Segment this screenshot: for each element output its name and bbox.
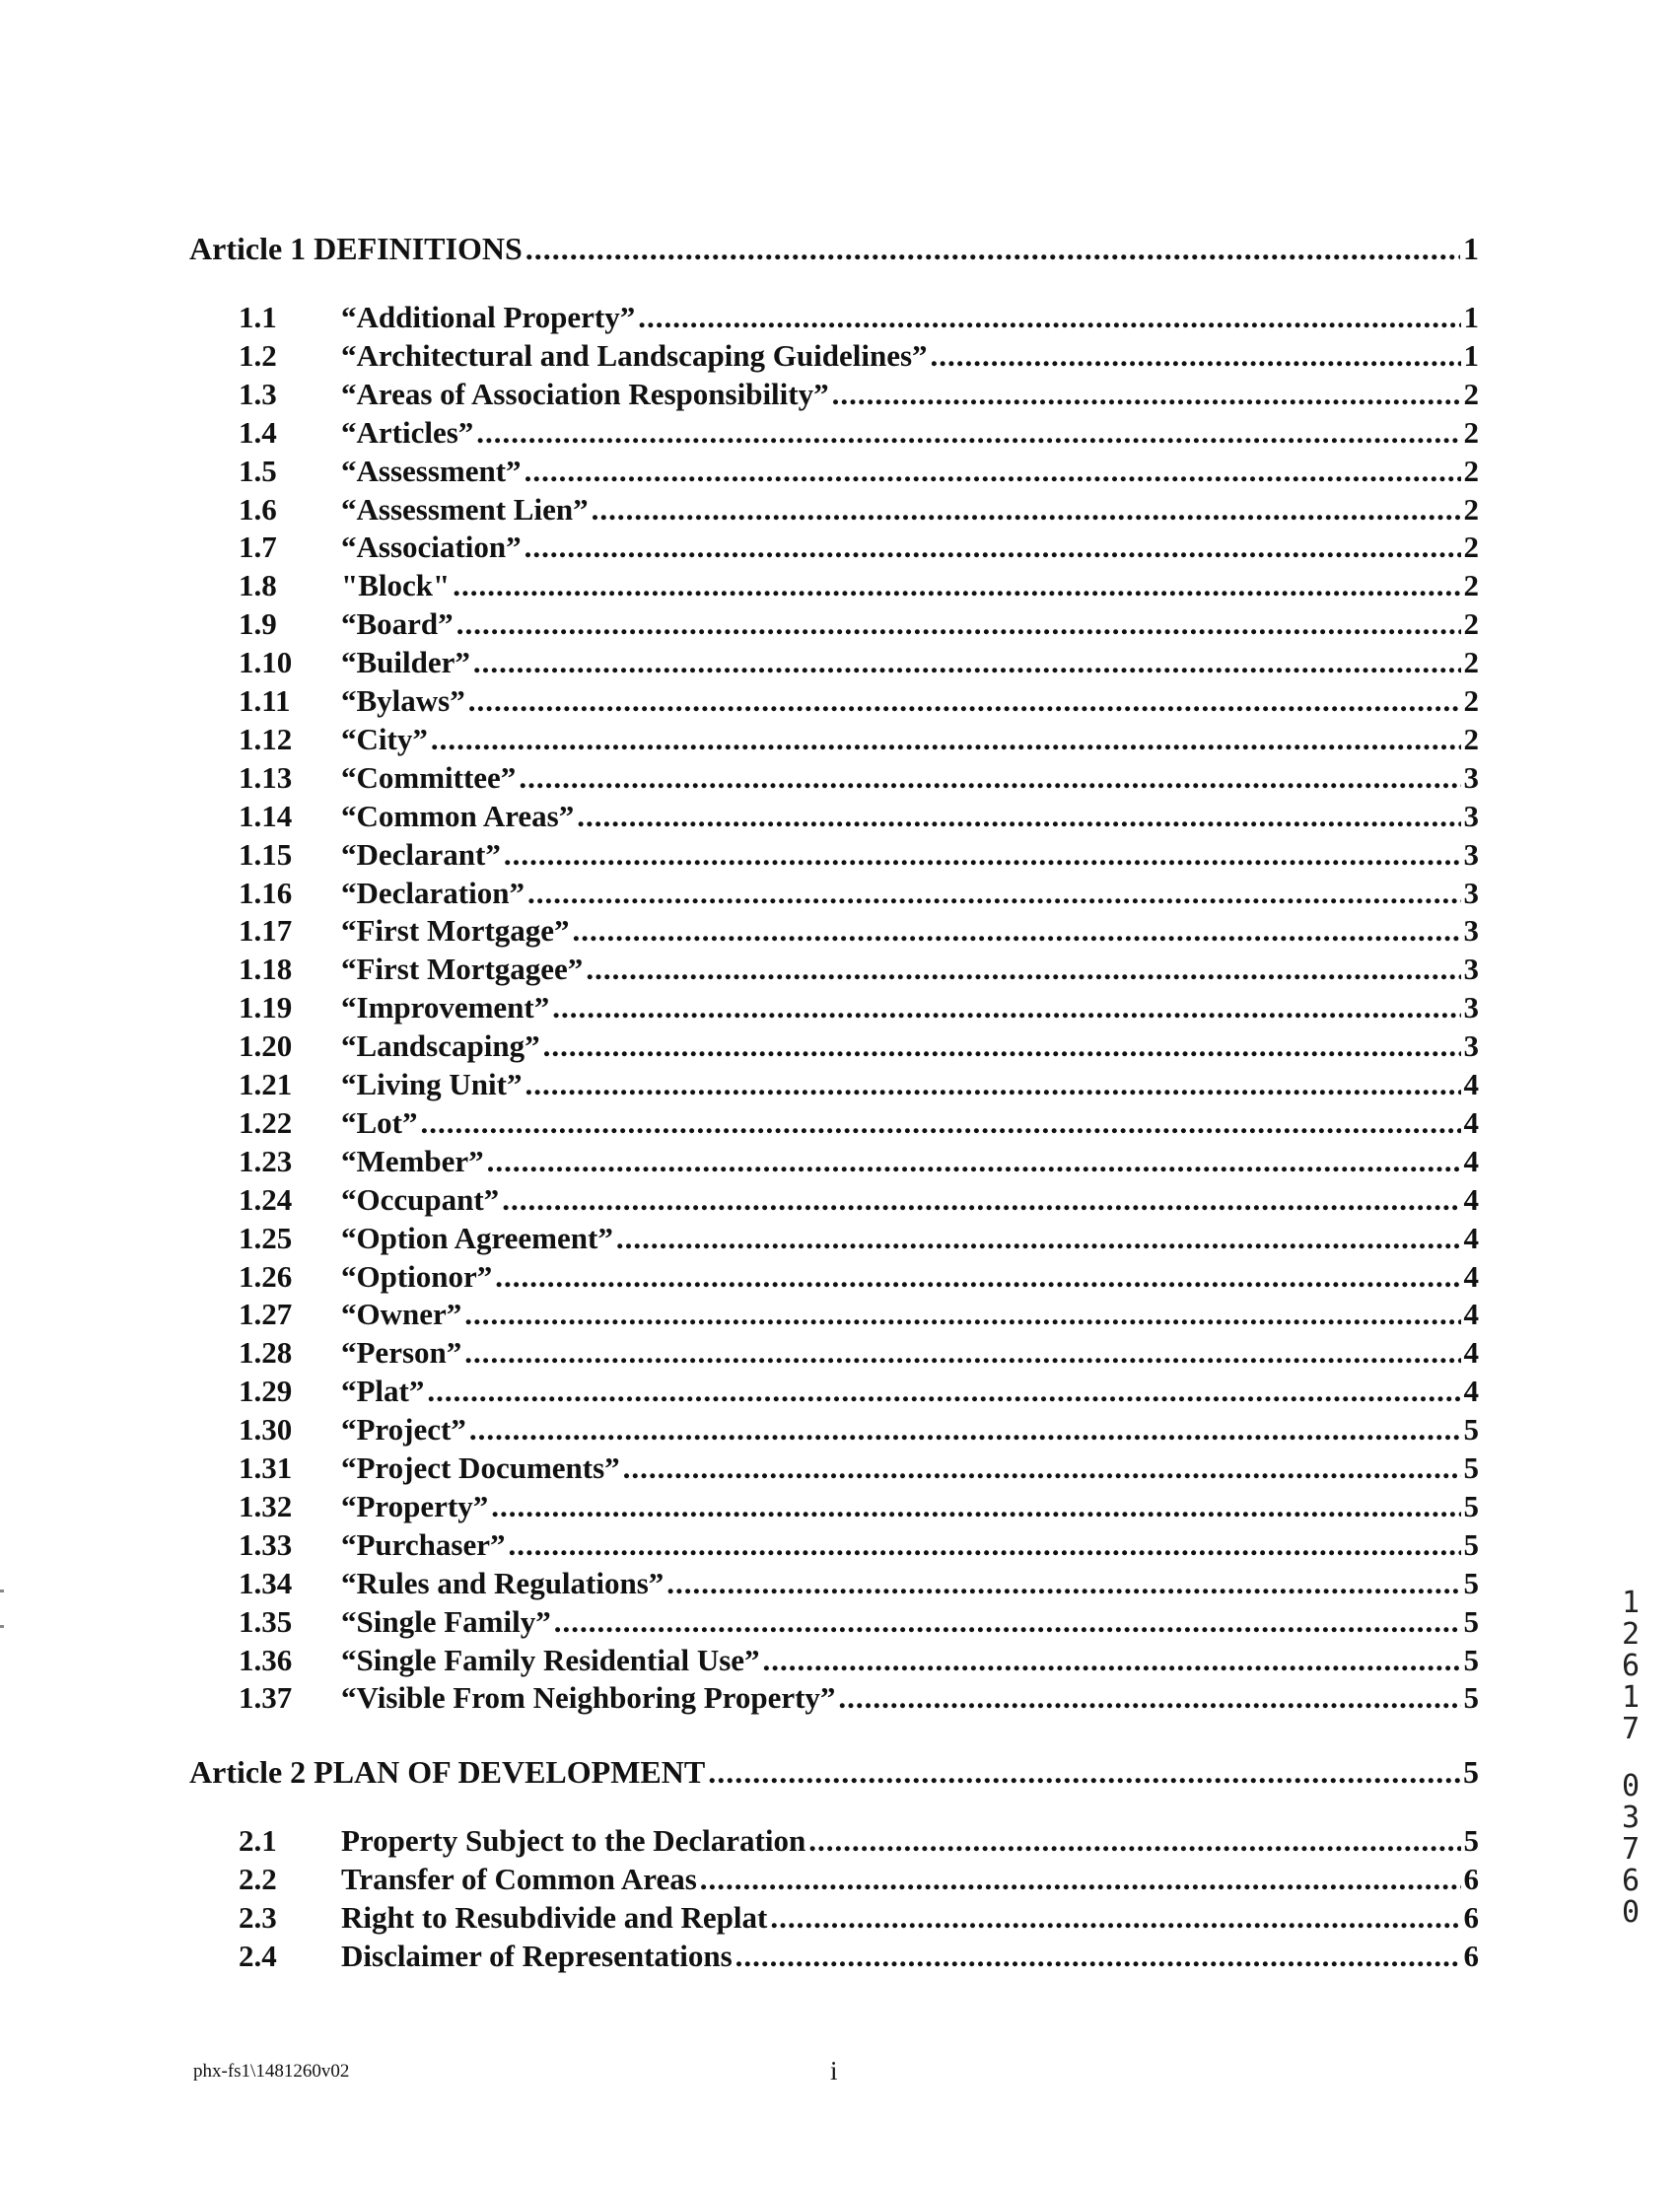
toc-entry-title: “Single Family Residential Use” [341, 1642, 760, 1677]
toc-entry-title: “Articles” [341, 414, 474, 450]
toc-entry-number: 1.31 [239, 1450, 293, 1485]
dot-leader [473, 645, 1461, 680]
toc-entry-number: 1.16 [239, 875, 293, 910]
toc-page-number: 4 [1463, 1297, 1479, 1332]
dot-leader [453, 568, 1460, 603]
toc-entry-row[interactable] [239, 1862, 1479, 1899]
toc-entry-row[interactable] [239, 1144, 1479, 1181]
toc-entry-row[interactable] [239, 606, 1479, 644]
toc-page-number: 4 [1463, 1220, 1479, 1255]
dot-leader [431, 722, 1461, 757]
toc-entry-number: 1.9 [239, 606, 277, 642]
dot-leader [525, 231, 1460, 267]
toc-entry-title: “First Mortgagee” [341, 952, 584, 987]
toc-page-number: 4 [1463, 1258, 1479, 1294]
toc-entry-row[interactable] [239, 876, 1479, 913]
toc-page-number: 3 [1463, 913, 1479, 949]
toc-entry-title: “Person” [341, 1335, 462, 1371]
toc-page-number: 1 [1463, 300, 1479, 334]
toc-entry-number: 1.26 [239, 1258, 293, 1294]
toc-entry-number: 1.33 [239, 1526, 293, 1562]
toc-entry-title: “Bylaws” [341, 683, 465, 718]
toc-page-number: 4 [1463, 1104, 1479, 1140]
toc-page-number: 1 [1463, 337, 1479, 373]
toc-entry-number: 1.4 [239, 414, 277, 450]
dot-leader [525, 1067, 1460, 1102]
toc-page-number: 2 [1463, 376, 1479, 411]
dot-leader [504, 837, 1461, 873]
toc-entry-number: 1.7 [239, 530, 277, 565]
dot-leader [770, 1900, 1460, 1936]
toc-entry-number: 1.2 [239, 337, 277, 373]
toc-entry-row[interactable] [239, 799, 1479, 836]
toc-entry-number: 1.23 [239, 1143, 293, 1178]
dot-leader [543, 1028, 1461, 1064]
dot-leader [527, 876, 1461, 911]
toc-entry-row[interactable] [239, 300, 1479, 337]
toc-entry-title: “Option Agreement” [341, 1220, 613, 1255]
toc-page-number: 5 [1463, 1412, 1479, 1448]
stamp-digit: 7 [1621, 1712, 1641, 1746]
toc-entry-row[interactable] [239, 1374, 1479, 1411]
toc-entry-row[interactable] [239, 722, 1479, 759]
toc-article-title: Article 1 DEFINITIONS [189, 231, 523, 266]
dot-leader [456, 606, 1461, 642]
toc-entry-title: “Declaration” [341, 875, 525, 910]
toc-page-number: 4 [1463, 1335, 1479, 1371]
toc-entry-number: 2.4 [239, 1938, 277, 1973]
toc-entry-title: “Member” [341, 1143, 484, 1178]
stamp-digit: 6 [1621, 1864, 1641, 1898]
dot-leader [464, 1335, 1460, 1371]
toc-entry-number: 1.3 [239, 376, 277, 411]
toc-entry-title: “Plat” [341, 1374, 425, 1409]
toc-page-number: 5 [1463, 1488, 1479, 1523]
toc-entry-row[interactable] [239, 1028, 1479, 1066]
toc-entry-row[interactable] [239, 1680, 1479, 1718]
toc-entry-title: Property Subject to the Declaration [341, 1823, 806, 1858]
toc-entry-number: 2.2 [239, 1861, 277, 1896]
toc-entry-row[interactable] [239, 1527, 1479, 1565]
toc-entry-title: Disclaimer of Representations [341, 1938, 733, 1973]
toc-entry-row[interactable] [239, 1450, 1479, 1488]
dot-leader [586, 952, 1460, 987]
dot-leader [832, 377, 1461, 412]
toc-page-number: 6 [1463, 1861, 1479, 1896]
footer-document-id: phx-fs1\1481260v02 [193, 2061, 350, 2082]
toc-entry-title: “Improvement” [341, 990, 550, 1025]
toc-entry-row[interactable] [239, 1939, 1479, 1976]
toc-entry-number: 1.34 [239, 1565, 293, 1600]
footer-page-number: i [830, 2056, 838, 2085]
toc-page-number: 5 [1463, 1526, 1479, 1562]
toc-entry-row[interactable] [239, 1221, 1479, 1258]
toc-page-number: 5 [1463, 1823, 1479, 1858]
toc-entry-title: “Board” [341, 606, 454, 642]
dot-leader [464, 1297, 1460, 1332]
toc-entry-row[interactable] [239, 1412, 1479, 1449]
toc-entry-number: 1.21 [239, 1067, 293, 1101]
dot-leader [638, 300, 1460, 335]
toc-entry-number: 1.1 [239, 300, 277, 334]
toc-page-number: 5 [1463, 1642, 1479, 1677]
toc-entry-title: “Occupant” [341, 1181, 500, 1217]
toc-entry-title: “Single Family” [341, 1603, 551, 1639]
toc-entry-number: 2.3 [239, 1899, 277, 1935]
toc-entry-title: “Project” [341, 1412, 466, 1448]
toc-entry-number: 1.24 [239, 1181, 293, 1217]
toc-entry-title: “Areas of Association Responsibility” [341, 376, 829, 411]
dot-leader [592, 492, 1461, 528]
toc-article-title: Article 2 PLAN OF DEVELOPMENT [189, 1754, 706, 1790]
toc-page-number: 2 [1463, 414, 1479, 450]
dot-leader [525, 530, 1461, 565]
toc-entry-number: 1.12 [239, 721, 293, 756]
toc-entry-row[interactable] [239, 1900, 1479, 1938]
toc-page-number: 2 [1463, 645, 1479, 680]
toc-page-number: 4 [1463, 1374, 1479, 1409]
toc-entry-row[interactable] [239, 837, 1479, 875]
toc-entry-title: “First Mortgage” [341, 913, 570, 949]
dot-leader [421, 1105, 1461, 1141]
dot-leader [735, 1939, 1461, 1974]
toc-entry-title: Right to Resubdivide and Replat [341, 1899, 768, 1935]
dot-leader [495, 1259, 1460, 1295]
toc-page-number: 4 [1463, 1067, 1479, 1101]
dot-leader [552, 990, 1460, 1025]
toc-page-number: 5 [1463, 1565, 1479, 1600]
toc-entry-number: 1.13 [239, 759, 293, 795]
stamp-digit: 1 [1621, 1680, 1641, 1715]
stamp-gap [1613, 1745, 1648, 1771]
toc-entry-row[interactable] [239, 1604, 1479, 1642]
toc-entry-title: “Assessment Lien” [341, 491, 589, 527]
toc-entry-number: 1.30 [239, 1412, 293, 1448]
toc-entry-row[interactable] [239, 1566, 1479, 1603]
toc-entry-title: “Rules and Regulations” [341, 1565, 665, 1600]
dot-leader [491, 1489, 1460, 1524]
toc-entry-title: Transfer of Common Areas [341, 1861, 697, 1896]
toc-entry-title: “Common Areas” [341, 798, 575, 833]
toc-entry-number: 1.5 [239, 453, 277, 488]
toc-entry-row[interactable] [239, 377, 1479, 414]
toc-entry-title: “Purchaser” [341, 1526, 506, 1562]
toc-entry-row[interactable] [239, 1335, 1479, 1373]
toc-entry-number: 1.14 [239, 798, 293, 833]
toc-entry-title: "Block" [341, 568, 451, 603]
dot-leader [502, 1182, 1460, 1218]
toc-entry-title: “Property” [341, 1488, 489, 1523]
dot-leader [519, 760, 1460, 796]
dot-leader [808, 1823, 1460, 1859]
toc-entry-number: 1.10 [239, 645, 293, 680]
toc-entry-number: 1.36 [239, 1642, 293, 1677]
toc-article-row[interactable] [189, 1754, 1479, 1794]
toc-entry-number: 1.22 [239, 1104, 293, 1140]
toc-entry-row[interactable] [239, 1643, 1479, 1680]
toc-entry-row[interactable] [239, 1489, 1479, 1526]
dot-leader [469, 1412, 1461, 1448]
dot-leader [666, 1566, 1460, 1601]
stamp-digit: 6 [1621, 1649, 1641, 1683]
dot-leader [838, 1680, 1460, 1716]
toc-entry-title: “Builder” [341, 645, 470, 680]
toc-page-number: 2 [1463, 721, 1479, 756]
toc-entry-row[interactable] [239, 530, 1479, 567]
recording-stamp [1613, 1588, 1648, 1929]
toc-entry-title: “Owner” [341, 1297, 462, 1332]
toc-entry-number: 1.18 [239, 952, 293, 987]
toc-entry-row[interactable] [239, 952, 1479, 989]
toc-entry-row[interactable] [239, 492, 1479, 530]
toc-entry-number: 1.25 [239, 1220, 293, 1255]
toc-entry-row[interactable] [239, 645, 1479, 682]
toc-entry-title: “Lot” [341, 1104, 418, 1140]
stamp-digit: 2 [1621, 1617, 1641, 1652]
toc-page-number: 2 [1463, 491, 1479, 527]
toc-entry-number: 1.6 [239, 491, 277, 527]
dot-leader [525, 454, 1461, 489]
toc-entry-title: “Optionor” [341, 1258, 493, 1294]
toc-entry-title: “Assessment” [341, 453, 522, 488]
dot-leader [573, 913, 1461, 949]
toc-entry-number: 1.11 [239, 683, 291, 718]
toc-entry-number: 1.35 [239, 1603, 293, 1639]
toc-entry-row[interactable] [239, 1105, 1479, 1143]
toc-page-number: 5 [1463, 1680, 1479, 1716]
toc-entry-row[interactable] [239, 568, 1479, 605]
dot-leader [763, 1643, 1461, 1678]
toc-entry-number: 1.37 [239, 1680, 293, 1716]
toc-entry-title: “Association” [341, 530, 522, 565]
toc-entry-row[interactable] [239, 415, 1479, 453]
toc-entry-title: “Project Documents” [341, 1450, 620, 1485]
toc-entry-row[interactable] [239, 760, 1479, 798]
scan-artifact-mark [0, 1625, 4, 1628]
toc-page-number: 6 [1463, 1938, 1479, 1973]
toc-entry-row[interactable] [239, 990, 1479, 1027]
toc-page-number: 3 [1463, 875, 1479, 910]
toc-page-number: 3 [1463, 759, 1479, 795]
dot-leader [487, 1144, 1461, 1179]
stamp-digit: 1 [1621, 1586, 1641, 1620]
toc-entry-row[interactable] [239, 913, 1479, 951]
dot-leader [427, 1374, 1460, 1409]
toc-page-number: 2 [1463, 568, 1479, 603]
stamp-digit: 3 [1621, 1801, 1641, 1835]
dot-leader [616, 1221, 1461, 1256]
toc-entry-number: 1.20 [239, 1028, 293, 1064]
toc-entry-number: 2.1 [239, 1823, 277, 1858]
dot-leader [623, 1450, 1461, 1486]
toc-entry-number: 1.19 [239, 990, 293, 1025]
toc-entry-row[interactable] [239, 454, 1479, 491]
toc-entry-title: “Committee” [341, 759, 517, 795]
toc-entry-title: “Architectural and Landscaping Guidelines” [341, 337, 928, 373]
toc-page-number: 5 [1463, 1450, 1479, 1485]
toc-entry-row[interactable] [239, 1259, 1479, 1297]
dot-leader [554, 1604, 1461, 1640]
toc-entry-number: 1.17 [239, 913, 293, 949]
toc-entry-number: 1.27 [239, 1297, 293, 1332]
toc-page-number: 4 [1463, 1143, 1479, 1178]
toc-page-number: 3 [1463, 952, 1479, 987]
toc-entry-number: 1.15 [239, 836, 293, 872]
toc-page-number: 1 [1463, 231, 1479, 266]
toc-entry-title: “Visible From Neighboring Property” [341, 1680, 836, 1716]
toc-page-number: 5 [1463, 1754, 1479, 1790]
toc-page-number: 2 [1463, 683, 1479, 718]
stamp-digit: 0 [1621, 1769, 1641, 1803]
toc-entry-title: “Additional Property” [341, 300, 636, 334]
stamp-digit: 0 [1621, 1895, 1641, 1930]
toc-entry-row[interactable] [239, 1067, 1479, 1104]
toc-entry-title: “Landscaping” [341, 1028, 540, 1064]
toc-page-number: 3 [1463, 836, 1479, 872]
toc-page-number: 3 [1463, 990, 1479, 1025]
toc-entry-row[interactable] [239, 683, 1479, 721]
toc-page-number: 3 [1463, 1028, 1479, 1064]
toc-entry-title: “City” [341, 721, 428, 756]
dot-leader [931, 338, 1461, 374]
dot-leader [700, 1862, 1461, 1897]
stamp-digit: 7 [1621, 1832, 1641, 1867]
dot-leader [577, 799, 1460, 834]
dot-leader [708, 1754, 1460, 1791]
toc-page-number: 2 [1463, 530, 1479, 565]
toc-page-number: 6 [1463, 1899, 1479, 1935]
toc-page-number: 2 [1463, 606, 1479, 642]
toc-entry-title: “Declarant” [341, 836, 501, 872]
toc-page-number: 4 [1463, 1181, 1479, 1217]
dot-leader [476, 415, 1460, 451]
toc-page-number: 3 [1463, 798, 1479, 833]
toc-entry-row[interactable] [239, 338, 1479, 376]
dot-leader [508, 1527, 1460, 1563]
toc-page-number: 5 [1463, 1603, 1479, 1639]
toc-entry-number: 1.32 [239, 1488, 293, 1523]
dot-leader [468, 683, 1461, 719]
toc-entry-row[interactable] [239, 1823, 1479, 1861]
toc-entry-number: 1.8 [239, 568, 277, 603]
toc-entry-title: “Living Unit” [341, 1067, 523, 1101]
toc-entry-number: 1.29 [239, 1374, 293, 1409]
toc-page-number: 2 [1463, 453, 1479, 488]
scan-artifact-mark [0, 1590, 4, 1592]
toc-entry-row[interactable] [239, 1297, 1479, 1334]
toc-article-row[interactable] [189, 231, 1479, 270]
toc-entry-row[interactable] [239, 1182, 1479, 1220]
toc-entry-number: 1.28 [239, 1335, 293, 1371]
